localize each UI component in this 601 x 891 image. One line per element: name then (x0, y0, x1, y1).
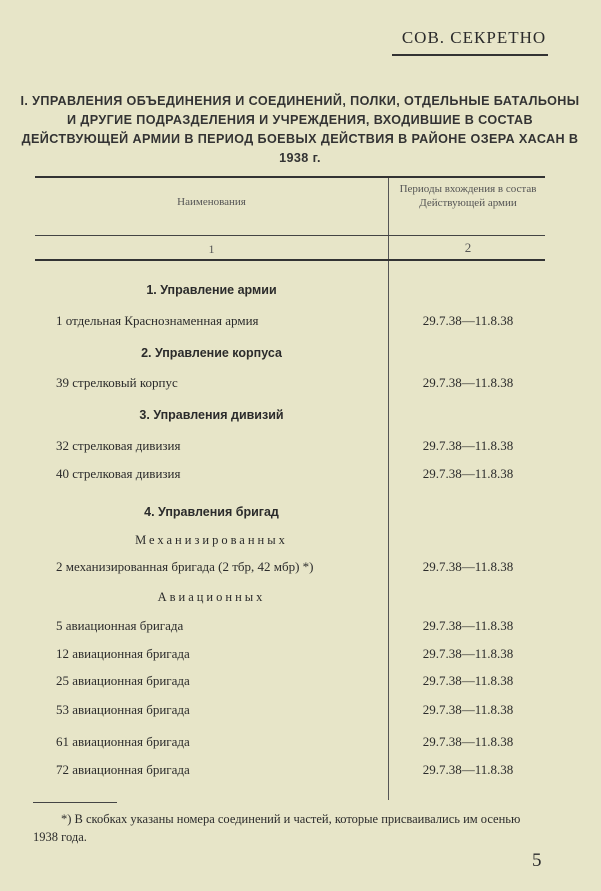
table-row-name: 2 механизированная бригада (2 тбр, 42 мбр) *) (56, 559, 314, 574)
table-row-name: 12 авиационная бригада (56, 646, 190, 661)
table-row-name: 40 стрелковая дивизия (56, 466, 181, 481)
table-row-name: 61 авиационная бригада (56, 734, 190, 749)
table-row-period: 29.7.38—11.8.38 (422, 375, 514, 390)
table-row-period: 29.7.38—11.8.38 (422, 313, 514, 328)
column-number-2: 2 (464, 240, 472, 255)
column-header-periods: Периоды вхождения в состав Действующей армии (399, 183, 537, 209)
table-row-period: 29.7.38—11.8.38 (422, 618, 514, 633)
table-row-period: 29.7.38—11.8.38 (422, 646, 514, 661)
table-row-period: 29.7.38—11.8.38 (422, 673, 514, 688)
table-row-period: 29.7.38—11.8.38 (422, 559, 514, 574)
footnote: *) В скобках указаны номера соединений и частей, которые присваивались им осенью 1938 года. (33, 812, 521, 844)
section-heading: 2. Управление корпуса (141, 346, 282, 360)
table-row-period: 29.7.38—11.8.38 (422, 702, 514, 717)
table-row-period: 29.7.38—11.8.38 (422, 762, 514, 777)
table-row-name: 53 авиационная бригада (56, 702, 190, 717)
column-divider (388, 178, 389, 800)
section-heading: 4. Управления бригад (144, 505, 279, 519)
stamp-underline (392, 54, 548, 56)
column-header-names: Наименования (177, 196, 246, 208)
column-number-1: 1 (208, 242, 215, 256)
page-number: 5 (532, 850, 542, 871)
table-top-rule (35, 176, 545, 178)
section-heading: 3. Управления дивизий (139, 408, 284, 422)
table-row-period: 29.7.38—11.8.38 (422, 466, 514, 481)
table-row-period: 29.7.38—11.8.38 (422, 438, 514, 453)
section-heading: 1. Управление армии (146, 283, 277, 297)
table-row-name: 72 авиационная бригада (56, 762, 190, 777)
subsection-heading: Механизированных (135, 533, 288, 547)
document-title: I. УПРАВЛЕНИЯ ОБЪЕДИНЕНИЯ И СОЕДИНЕНИЙ, ПОЛКИ, ОТДЕЛЬНЫЕ БАТАЛЬОНЫ И ДРУГИЕ ПОДРАЗДЕЛЕНИЯ И УЧРЕЖДЕНИЯ, ВХОДИВШИЕ В СОСТАВ ДЕЙСТВУЮЩЕЙ АРМИИ В ПЕРИОД БОЕВЫХ ДЕЙСТВИЯ В РАЙОНЕ ОЗЕРА ХАСАН В 1938 г. (20, 94, 580, 165)
table-row-name: 39 стрелковый корпус (56, 375, 178, 390)
subsection-heading: Авиационных (157, 590, 266, 604)
header-rule (35, 235, 545, 236)
table-row-name: 25 авиационная бригада (56, 673, 190, 688)
footnote-rule (33, 802, 117, 803)
secrecy-stamp: СОВ. СЕКРЕТНО (401, 28, 547, 47)
table-row-name: 1 отдельная Краснознаменная армия (56, 313, 259, 328)
table-row-name: 5 авиационная бригада (56, 618, 184, 633)
header-bottom-rule (35, 259, 545, 261)
table-row-period: 29.7.38—11.8.38 (422, 734, 514, 749)
table-row-name: 32 стрелковая дивизия (56, 438, 181, 453)
